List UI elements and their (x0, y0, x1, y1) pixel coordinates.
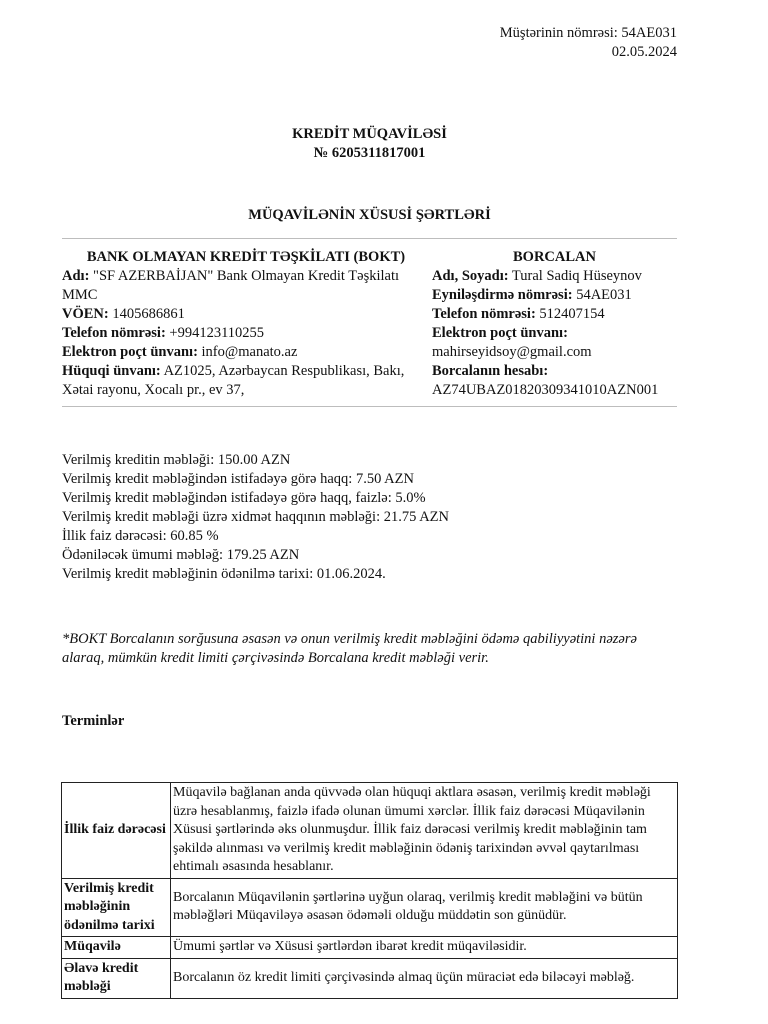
borrower-column (432, 248, 677, 400)
title-line-1: KREDİT MÜQAVİLƏSİ (292, 126, 447, 142)
section-title: MÜQAVİLƏNİN XÜSUSİ ŞƏRTLƏRİ (248, 207, 491, 223)
lender-email: Elektron poçt ünvanı: info@manato.az (62, 344, 298, 360)
amount-line: İllik faiz dərəcəsi: 60.85 % (62, 528, 219, 544)
borrower-name: Adı, Soyadı: Tural Sadiq Hüseynov (432, 268, 642, 284)
amount-line: Verilmiş kredit məbləğindən istifadəyə görə haqq: 7.50 AZN (62, 471, 414, 487)
table-row (62, 783, 678, 879)
contract-number: № 6205311817001 (313, 145, 426, 161)
lender-address: Hüquqi ünvanı: AZ1025, Azərbaycan Respublikası, Bakı, Xətai rayonu, Xocalı pr., ev 37, (62, 363, 405, 398)
term-cell: İllik faiz dərəcəsi (62, 783, 171, 879)
borrower-heading: BORCALAN (513, 249, 596, 265)
amount-line: Verilmiş kredit məbləğinin ödənilmə tarixi: 01.06.2024. (62, 566, 386, 582)
amount-line: Ödəniləcək ümumi məbləğ: 179.25 AZN (62, 547, 300, 563)
borrower-account: AZ74UBAZ01820309341010AZN001 (432, 382, 659, 398)
definition-cell: Borcalanın Müqavilənin şərtlərinə uyğun olaraq, verilmiş kredit məbləğini və bütün məbləğləri Müqaviləyə əsasən ödəməli olduğu müddətin son günüdür. (171, 878, 678, 937)
term-cell: Verilmiş kredit məbləğinin ödənilmə tarixi (62, 878, 171, 937)
lender-phone: Telefon nömrəsi: +994123110255 (62, 325, 265, 341)
table-row (62, 878, 678, 937)
note-text: *BOKT Borcalanın sorğusuna əsasən və onun verilmiş kredit məbləğini ödəmə qabiliyyətini nəzərə alaraq, mümkün kredit limiti çərçivəsində Borcalana kredit məbləği verir. (62, 631, 637, 666)
divider-bottom (62, 406, 677, 407)
lender-column (62, 248, 432, 400)
terms-heading: Terminlər (62, 713, 125, 729)
definition-cell: Borcalanın öz kredit limiti çərçivəsində almaq üçün müraciət edə biləcəyi məbləğ. (171, 958, 678, 998)
document-title (62, 125, 677, 163)
lender-tin: VÖEN: 1405686861 (62, 306, 185, 322)
borrower-email: mahirseyidsoy@gmail.com (432, 344, 592, 360)
borrower-phone: Telefon nömrəsi: 512407154 (432, 306, 605, 322)
definition-cell: Ümumi şərtlər və Xüsusi şərtlərdən ibarət kredit müqaviləsidir. (171, 937, 678, 959)
customer-number: Müştərinin nömrəsi: 54AE031 (499, 25, 677, 41)
terms-table (61, 782, 678, 999)
parties-block (62, 248, 677, 400)
lender-name: Adı: "SF AZERBAİJAN" Bank Olmayan Kredit Təşkilatı MMC (62, 268, 400, 303)
loan-amounts (62, 451, 677, 584)
amount-line: Verilmiş kredit məbləğindən istifadəyə görə haqq, faizlə: 5.0% (62, 490, 426, 506)
amount-line: Verilmiş kredit məbləği üzrə xidmət haqqının məbləği: 21.75 AZN (62, 509, 449, 525)
lender-heading: BANK OLMAYAN KREDİT TƏŞKİLATI (BOKT) (86, 249, 406, 265)
document-date: 02.05.2024 (611, 44, 677, 60)
amount-line: Verilmiş kreditin məbləği: 150.00 AZN (62, 452, 291, 468)
document-meta (500, 24, 677, 62)
borrower-account-label: Borcalanın hesabı: (432, 363, 549, 379)
divider-top (62, 238, 677, 239)
borrower-id: Eyniləşdirmə nömrəsi: 54AE031 (432, 287, 632, 303)
borrower-email-label: Elektron poçt ünvanı: (432, 325, 568, 341)
definition-cell: Müqavilə bağlanan anda qüvvədə olan hüquqi aktlara əsasən, verilmiş kredit məbləği üzrə hesablanmış, faizlə ifadə olunan ümumi xərclər. İllik faiz dərəcəsi Müqavilənin Xüsusi şərtlərində əks olunmuşdur. İllik faiz dərəcəsi verilmiş kredit məbləğinin tam şəkildə alınması və verilmiş kredit məbləğinin ödəniş tarixindən əvvəl qaytarılması ehtimalı əsasında hesablanır. (171, 783, 678, 879)
term-cell: Əlavə kredit məbləği (62, 958, 171, 998)
table-row (62, 937, 678, 959)
term-cell: Müqavilə (62, 937, 171, 959)
table-row (62, 958, 678, 998)
